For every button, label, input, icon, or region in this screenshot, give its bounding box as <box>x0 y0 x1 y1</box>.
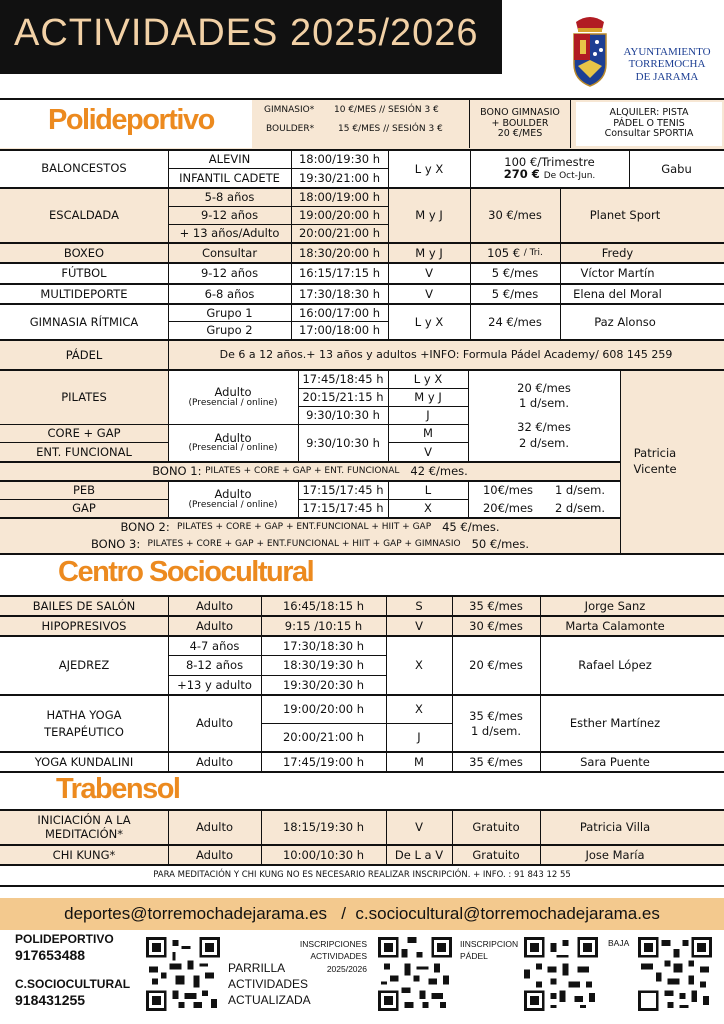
activity-pilates: PILATES <box>61 390 107 405</box>
activity-hipopresivos: HIPOPRESIVOS <box>41 618 127 633</box>
section-title-polideportivo: Polideportivo <box>48 104 214 136</box>
bono-1: BONO 1: PILATES + CORE + GAP + ENT. FUNCIONAL 42 €/mes. <box>152 464 468 479</box>
bono-gimnasio: BONO GIMNASIO + BOULDER 20 €/MES <box>480 107 560 140</box>
activity-multideporte: MULTIDEPORTE <box>40 286 128 301</box>
bono-3: BONO 3: PILATES + CORE + GAP + ENT.FUNCIONAL + HIIT + GAP + GIMNASIO 50 €/mes. <box>90 537 530 552</box>
poli-phone[interactable]: 917653488 <box>15 947 86 963</box>
section-title-trabensol: Trabensol <box>56 773 180 805</box>
gym-price-box: GIMNASIO* 10 €/MES // SESIÓN 3 € BOULDER* 15 €/MES // SESIÓN 3 € <box>264 105 443 134</box>
activity-ajedrez: AJEDREZ <box>58 658 110 673</box>
activity-bailes: BAILES DE SALÓN <box>32 598 136 613</box>
trabensol-note: PARA MEDITACIÓN Y CHI KUNG NO ES NECESARIO REALIZAR INSCRIPCIÓN. + INFO. : 91 843 12 55 <box>153 869 571 880</box>
activity-escalada: ESCALDADA <box>49 207 119 222</box>
phone-contacts: POLIDEPORTIVO 917653488 C.SOCIOCULTURAL 918431255 <box>15 932 140 1009</box>
parrilla-label: PARRILLA ACTIVIDADES ACTUALIZADA <box>228 961 311 1008</box>
activity-peb: PEB <box>72 483 96 498</box>
inscripcion-padel-label: IINSCRIPCION PÁDEL <box>460 939 519 962</box>
council-shield-icon <box>570 12 610 88</box>
council-name: AYUNTAMIENTO TORREMOCHA DE JARAMA <box>623 46 711 83</box>
bono-2: BONO 2: PILATES + CORE + GAP + ENT.FUNCIONAL + HIIT + GAP 45 €/mes. <box>120 520 500 535</box>
socio-phone[interactable]: 918431255 <box>15 991 86 1008</box>
coach-patricia-vicente: Patricia Vicente <box>633 446 677 476</box>
activity-baloncesto: BALONCESTOS <box>41 161 127 176</box>
activity-meditacion: INICIACIÓN A LA MEDITACIÓN* <box>37 812 131 841</box>
inscripciones-label: INSCRIPCIONES ACTIVIDADES 2025/2026 <box>299 939 367 974</box>
qr-baja-icon[interactable] <box>638 937 712 1011</box>
activity-boxeo: BOXEO <box>63 245 105 260</box>
activity-gimnasia-ritmica: GIMNASIA RÍTMICA <box>29 314 139 329</box>
activity-yoga-kundalini: YOGA KUNDALINI <box>34 754 134 769</box>
alquiler-pista: ALQUILER: PISTA PÁDEL O TENIS Consultar SPORTIA <box>576 102 722 146</box>
contact-emails[interactable]: deportes@torremochadejarama.es / c.sociocultural@torremochadejarama.es <box>64 903 660 923</box>
page-title: ACTIVIDADES 2025/2026 <box>14 12 479 54</box>
qr-padel-icon[interactable] <box>524 937 598 1011</box>
activity-chi-kung: CHI KUNG* <box>52 847 116 862</box>
activity-core-gap: CORE + GAP <box>47 426 121 441</box>
activity-futbol: FÚTBOL <box>61 266 107 281</box>
section-title-sociocultural: Centro Sociocultural <box>58 556 314 588</box>
activity-ent-funcional: ENT. FUNCIONAL <box>36 444 132 459</box>
qr-inscripciones-icon[interactable] <box>378 937 452 1011</box>
activity-gap: GAP <box>72 501 96 516</box>
baloncesto-price: 100 €/Trimestre 270 € De Oct-Jun. <box>503 154 596 182</box>
baja-label: BAJA <box>608 938 630 948</box>
pilates-prices: 20 €/mes 1 d/sem. 32 €/mes 2 d/sem. <box>517 380 571 450</box>
activity-padel: PÁDEL <box>65 347 103 362</box>
contact-emails-bar <box>0 898 724 930</box>
activity-hatha-yoga: HATHA YOGA TERAPÉUTICO <box>44 708 124 739</box>
qr-parrilla-icon[interactable] <box>146 937 220 1011</box>
